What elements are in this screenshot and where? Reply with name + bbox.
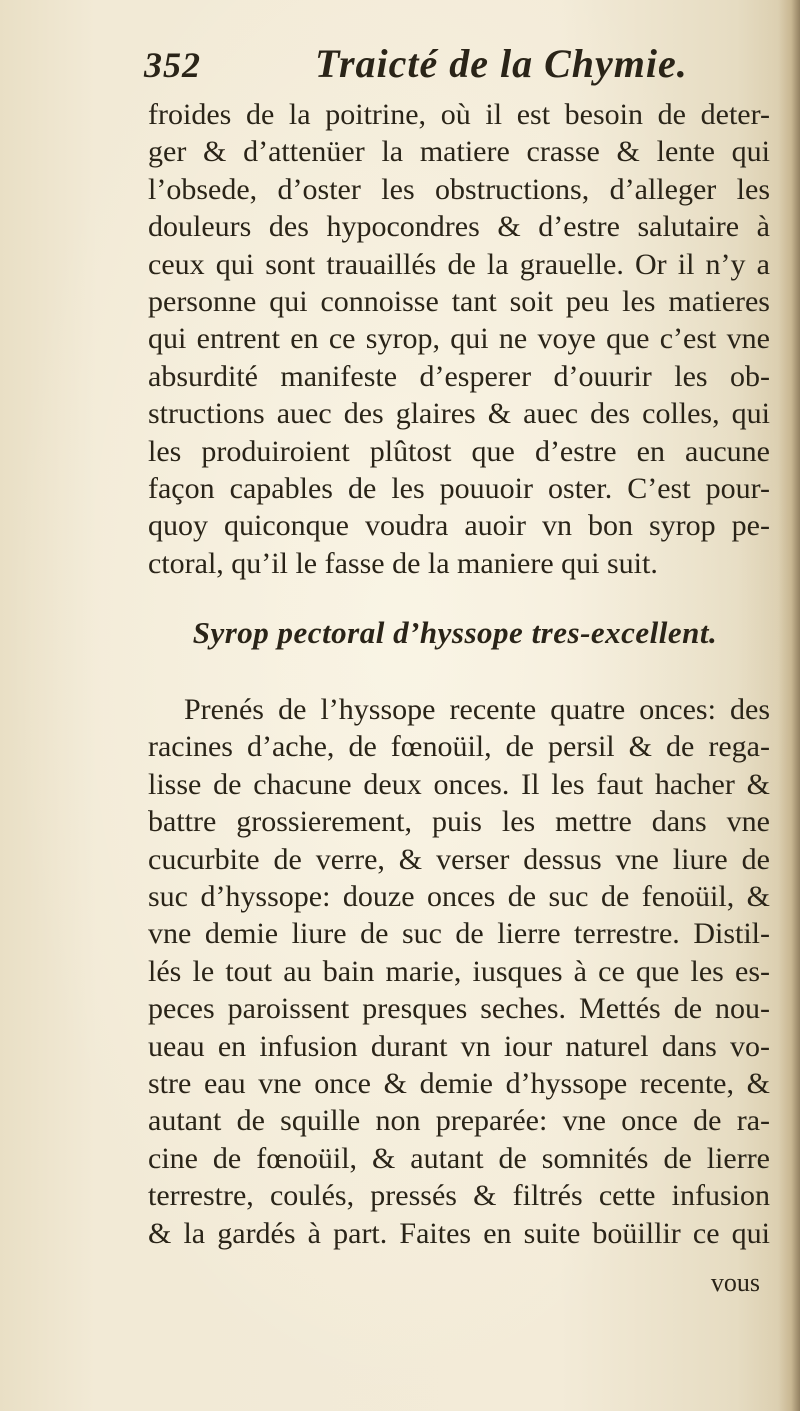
text-line: qui entrent en ce syrop, qui ne voye que c’est vne — [148, 322, 770, 356]
text-line: Prenés de l’hyssope recente quatre onces: des — [184, 693, 770, 726]
text-line: quoy quiconque voudra auoir vn bon syrop pe- — [148, 509, 770, 543]
text-line: ctoral, qu’il le fasse de la maniere qui suit. — [148, 546, 658, 580]
catchword: vous — [710, 1268, 760, 1297]
running-head — [140, 40, 700, 90]
text-line: façon capables de les pouuoir oster. C’est pour- — [148, 472, 770, 506]
running-title: Traicté de la Chymie. — [315, 41, 688, 86]
text-line: cucurbite de verre, & verser dessus vne liure de — [148, 842, 770, 876]
text-line: autant de squille non preparée: vne once de ra- — [148, 1104, 770, 1138]
text-line: battre grossierement, puis les mettre dans vne — [148, 805, 770, 839]
text-line: vne demie liure de suc de lierre terrestre. Distil- — [148, 917, 770, 951]
text-line: froides de la poitrine, où il est besoin de deter- — [148, 98, 770, 131]
text-line: ger & d’attenüer la matiere crasse & lente qui — [148, 135, 770, 169]
text-line: les produiroient plûtost que d’estre en aucune — [148, 434, 770, 468]
paragraph-1 — [148, 96, 770, 582]
text-line: douleurs des hypocondres & d’estre salutaire à — [148, 210, 770, 244]
page-number: 352 — [144, 45, 201, 85]
text-line: personne qui connoisse tant soit peu les matieres — [148, 285, 770, 319]
text-line: & la gardés à part. Faites en suite boüillir ce qui — [148, 1216, 770, 1250]
text-line: ueau en infusion durant vn iour naturel dans vo- — [148, 1029, 770, 1063]
text-line: lisse de chacune deux onces. Il les faut hacher & — [148, 767, 770, 801]
text-line: stre eau vne once & demie d’hyssope recente, & — [148, 1067, 770, 1101]
text-line: suc d’hyssope: douze onces de suc de fenoüil, & — [148, 880, 770, 914]
paragraph-2 — [148, 691, 770, 1252]
text-line: structions auec des glaires & auec des colles, qui — [148, 397, 770, 431]
text-line: racines d’ache, de fœnoüil, de persil & de rega- — [148, 730, 770, 764]
text-line: ceux qui sont trauaillés de la grauelle. Or il n’y a — [148, 247, 770, 281]
text-line: absurdité manifeste d’esperer d’ouurir les ob- — [148, 359, 770, 393]
page-edge-shadow — [778, 0, 800, 1411]
section-heading: Syrop pectoral d’hyssope tres-excellent. — [192, 615, 718, 650]
text-line: peces paroissent presques seches. Mettés de nou- — [148, 992, 770, 1026]
text-line: cine de fœnoüil, & autant de somnités de lierre — [148, 1141, 770, 1175]
text-line: l’obsede, d’oster les obstructions, d’alleger les — [148, 172, 770, 206]
text-line: lés le tout au bain marie, iusques à ce que les es- — [148, 954, 770, 988]
text-line: terrestre, coulés, pressés & filtrés cette infusion — [148, 1179, 770, 1213]
